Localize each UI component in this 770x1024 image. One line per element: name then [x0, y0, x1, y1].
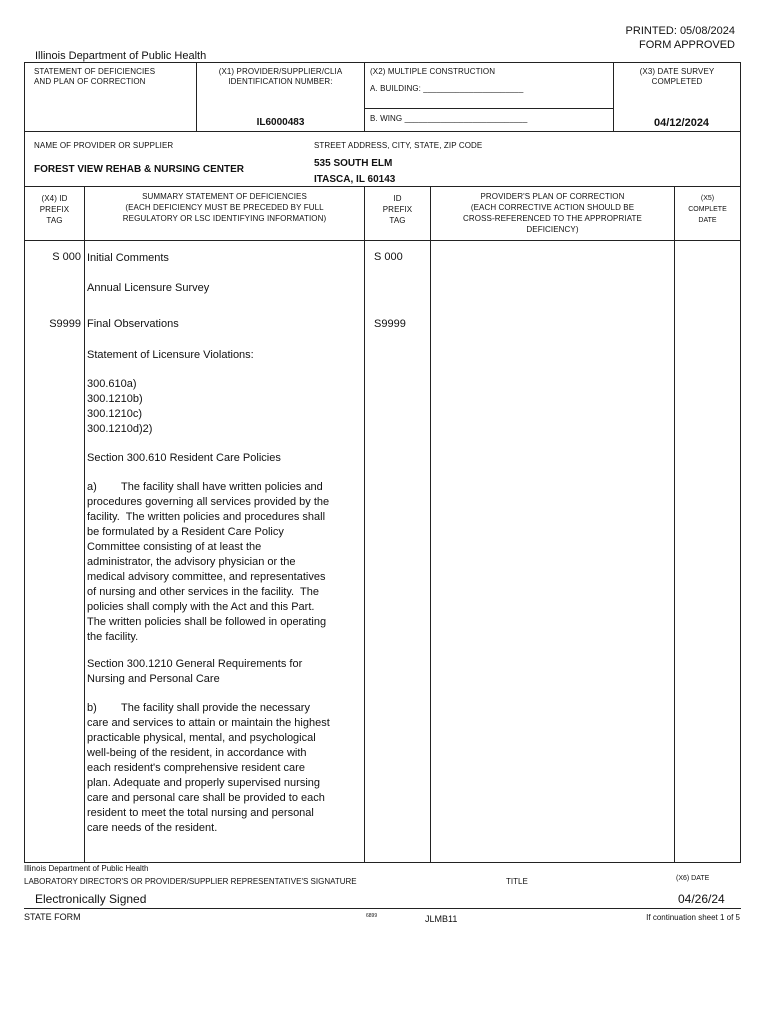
frame-top	[24, 62, 741, 63]
provider-id: IL6000483	[256, 117, 305, 128]
frame-right	[740, 62, 741, 862]
paragraph-b: b) The facility shall provide the necessary care and services to attain or maintain the highest practicable physical, mental, and psychological well-being of the resident, in accordance with each resident's comprehensive resident care plan. Adequate and properly supervised nursing care and personal care shall be provided to each resident to meet the total nursing and personal care needs of the resident.	[87, 702, 330, 834]
address: 535 SOUTH ELM ITASCA, IL 60143	[314, 158, 396, 185]
initial-comments: Initial Comments	[87, 252, 169, 264]
x1-label: (X1) PROVIDER/SUPPLIER/CLIA IDENTIFICATION NUMBER:	[218, 67, 343, 86]
col-line-2	[364, 186, 365, 862]
summary-header: SUMMARY STATEMENT OF DEFICIENCIES (EACH DEFICIENCY MUST BE PRECEDED BY FULL REGULATORY OR LSC IDENTIFYING INFORMATION)	[122, 192, 327, 223]
print-info	[626, 24, 735, 52]
x4-header: (X4) ID PREFIX TAG	[39, 194, 70, 225]
x2-building: A. BUILDING: ______________________	[370, 84, 524, 93]
tag-s000-right: S 000	[374, 251, 403, 263]
x6-date-label: (X6) DATE	[676, 875, 710, 882]
paragraph-a: a) The facility shall have written policies and procedures governing all services provided by the facility. The written policies and procedures shall be formulated by a Resident Care Policy Committee consisting of at least the administrator, the advisory physician or the medical advisory committee, and representatives of nursing and other services in the facility. The policies shall comply with the Act and this Part. The written policies shall be followed in operating the facility.	[87, 481, 330, 643]
annual-survey: Annual Licensure Survey	[87, 282, 210, 294]
title-label: TITLE	[506, 877, 528, 886]
tag-s000: S 000	[52, 251, 81, 263]
final-observations: Final Observations	[87, 318, 179, 330]
col-line-3	[430, 186, 431, 862]
signature: Electronically Signed	[35, 892, 147, 906]
signature-date: 04/26/24	[678, 892, 725, 906]
address-label: STREET ADDRESS, CITY, STATE, ZIP CODE	[314, 141, 483, 150]
statement-label: STATEMENT OF DEFICIENCIES AND PLAN OF CORRECTION	[34, 67, 156, 86]
plan-header: PROVIDER'S PLAN OF CORRECTION (EACH CORRECTIVE ACTION SHOULD BE CROSS-REFERENCED TO THE APPROPRIATE DEFICIENCY)	[463, 192, 642, 234]
id-header: ID PREFIX TAG	[382, 194, 413, 225]
footer-line	[24, 908, 741, 909]
sep-row1	[24, 131, 741, 132]
state-form: STATE FORM	[24, 912, 81, 922]
sep-col-header	[24, 240, 741, 241]
section-300-1210: Section 300.1210 General Requirements for Nursing and Personal Care	[87, 658, 303, 685]
x2-label: (X2) MULTIPLE CONSTRUCTION	[370, 67, 496, 76]
x3-label: (X3) DATE SURVEY COMPLETED	[639, 67, 715, 86]
col-line-4	[674, 186, 675, 862]
frame-bottom	[24, 862, 741, 863]
sep-building-wing	[364, 108, 613, 109]
agency-name: Illinois Department of Public Health	[35, 50, 207, 62]
footer-agency: Illinois Department of Public Health	[24, 864, 149, 873]
provider-label: NAME OF PROVIDER OR SUPPLIER	[34, 141, 174, 150]
survey-date: 04/12/2024	[654, 117, 710, 129]
signature-label: LABORATORY DIRECTOR'S OR PROVIDER/SUPPLIER REPRESENTATIVE'S SIGNATURE	[24, 877, 357, 886]
tag-s9999: S9999	[49, 318, 81, 330]
statement-violations: Statement of Licensure Violations:	[87, 349, 254, 361]
section-300-610: Section 300.610 Resident Care Policies	[87, 452, 281, 464]
printed-date: PRINTED: 05/08/2024	[625, 25, 735, 37]
sep-x2	[364, 62, 365, 132]
regulation-codes: 300.610a) 300.1210b) 300.1210c) 300.1210d)2)	[87, 378, 153, 435]
frame-left	[24, 62, 25, 862]
x2-wing: B. WING ___________________________	[370, 114, 528, 123]
sep-row2	[24, 186, 741, 187]
form-code-small: 6899	[366, 913, 378, 919]
form-approved: FORM APPROVED	[639, 39, 735, 51]
col-line-1	[84, 186, 85, 862]
tag-s9999-right: S9999	[374, 318, 406, 330]
continuation-sheet: If continuation sheet 1 of 5	[646, 913, 740, 922]
provider-name: FOREST VIEW REHAB & NURSING CENTER	[34, 164, 245, 175]
form-code: JLMB11	[425, 914, 458, 924]
x5-header: (X5) COMPLETE DATE	[688, 195, 727, 224]
